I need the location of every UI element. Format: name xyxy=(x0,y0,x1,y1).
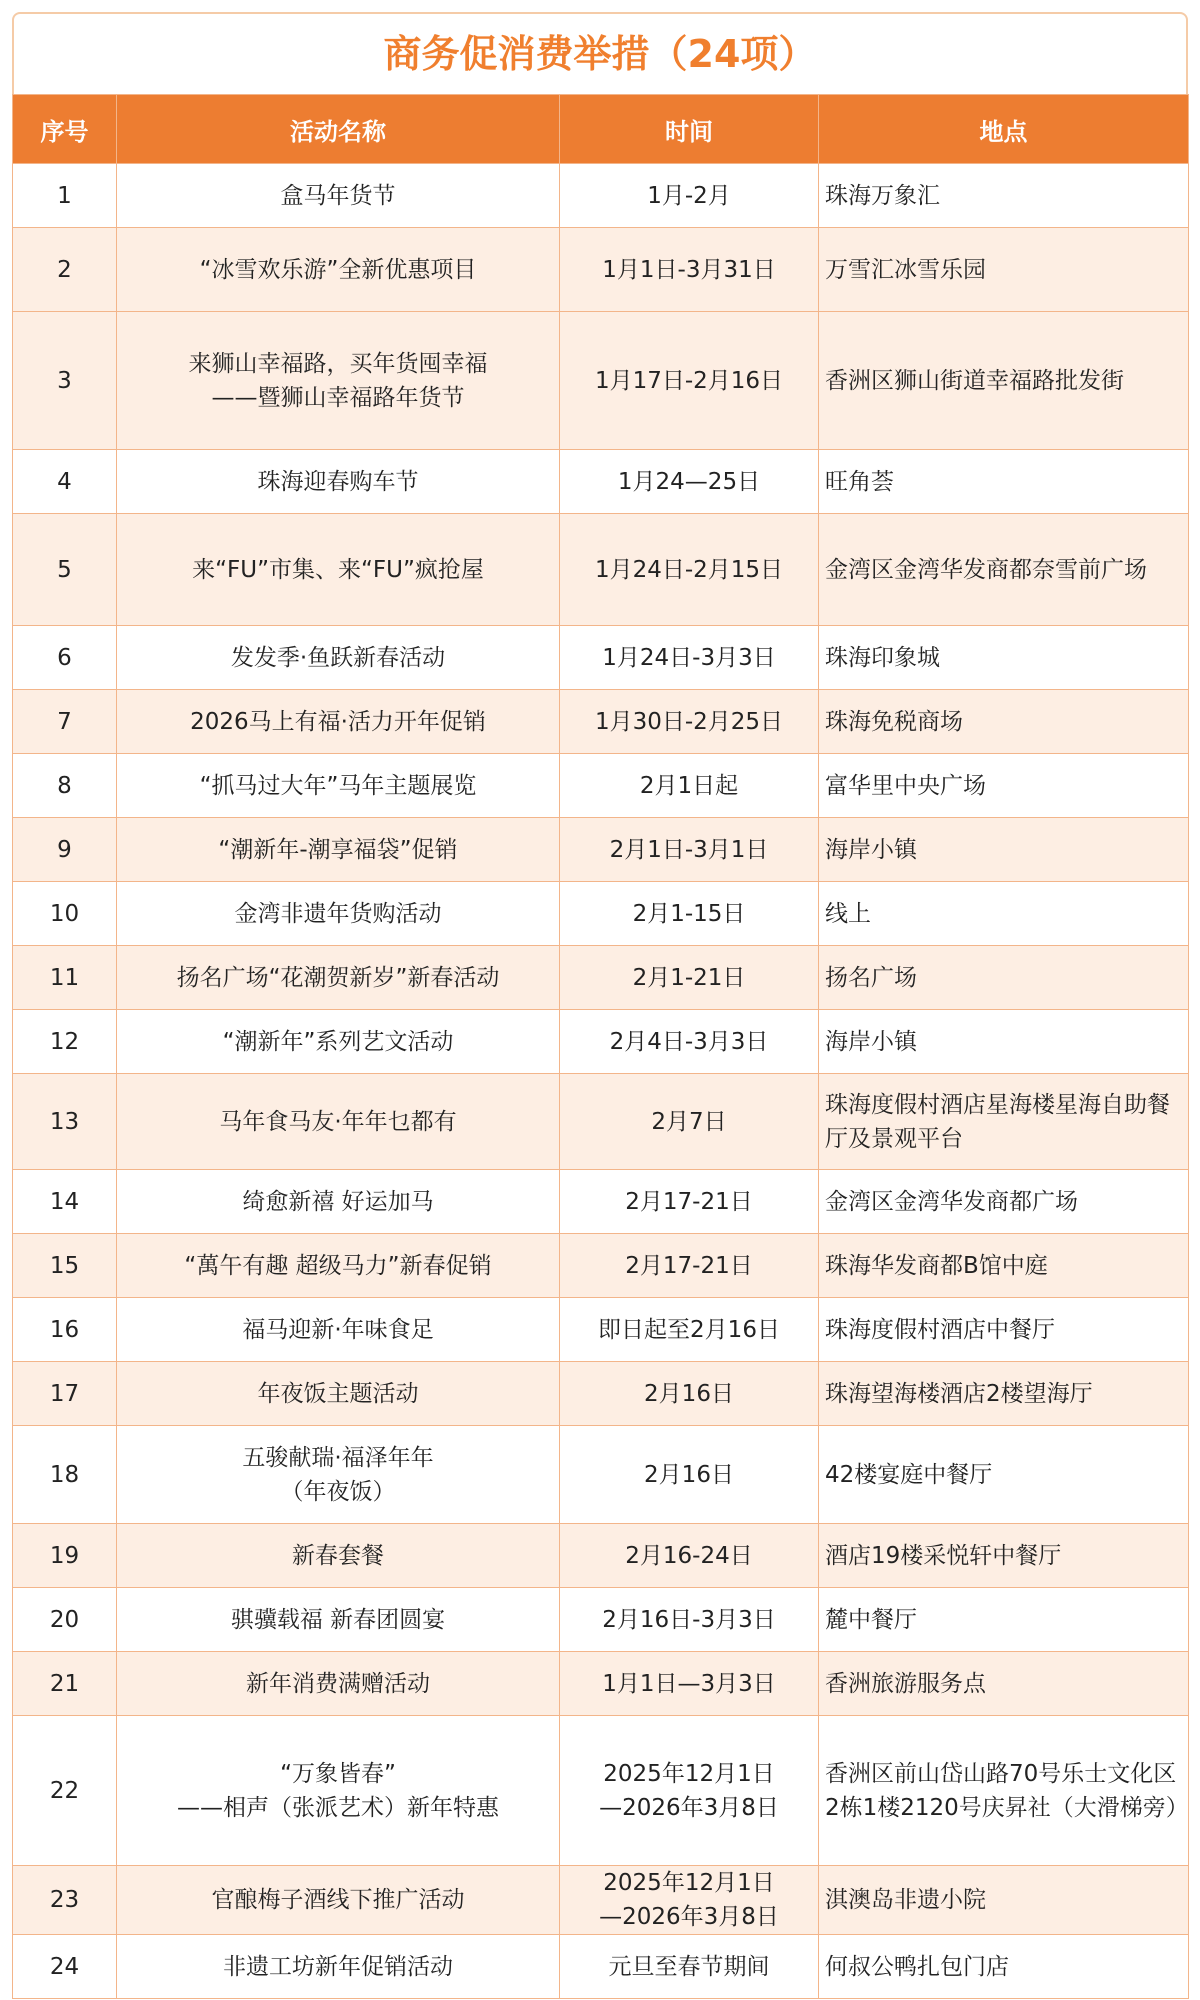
cell-place: 香洲区狮山街道幸福路批发街 xyxy=(819,312,1189,450)
cell-time xyxy=(560,1866,819,1935)
cell-time xyxy=(560,1298,819,1362)
table-row xyxy=(13,690,1189,754)
cell-activity-name xyxy=(117,690,560,754)
table-row xyxy=(13,1588,1189,1652)
cell-place: 珠海万象汇 xyxy=(819,164,1189,228)
cell-no: 23 xyxy=(13,1866,117,1935)
activity-name-line1: “冰雪欢乐游”全新优惠项目 xyxy=(199,256,477,283)
activity-name-line2: （年夜饭） xyxy=(280,1478,396,1505)
activity-name-line1: 五骏献瑞·福泽年年 xyxy=(242,1444,434,1471)
cell-time xyxy=(560,882,819,946)
cell-place: 酒店19楼采悦轩中餐厅 xyxy=(819,1524,1189,1588)
table-row xyxy=(13,450,1189,514)
table-header-row xyxy=(13,95,1189,164)
cell-time xyxy=(560,1588,819,1652)
cell-activity-name xyxy=(117,312,560,450)
cell-activity-name xyxy=(117,1588,560,1652)
time-line1: 2月7日 xyxy=(651,1108,727,1135)
cell-no: 14 xyxy=(13,1170,117,1234)
table-row xyxy=(13,1866,1189,1935)
cell-no: 22 xyxy=(13,1716,117,1866)
table-row xyxy=(13,1935,1189,1999)
table-row xyxy=(13,1362,1189,1426)
time-line1: 2月4日-3月3日 xyxy=(609,1028,769,1055)
time-line1: 2月1日-3月1日 xyxy=(609,836,769,863)
table-row xyxy=(13,818,1189,882)
cell-place: 金湾区金湾华发商都广场 xyxy=(819,1170,1189,1234)
activity-name-line1: 新年消费满赠活动 xyxy=(246,1670,430,1697)
activity-name-line1: 新春套餐 xyxy=(292,1542,384,1569)
cell-time xyxy=(560,1362,819,1426)
table-row xyxy=(13,164,1189,228)
activity-name-line1: 扬名广场“花潮贺新岁”新春活动 xyxy=(176,964,500,991)
time-line1: 2月16日 xyxy=(644,1380,734,1407)
cell-activity-name xyxy=(117,164,560,228)
cell-time xyxy=(560,1010,819,1074)
cell-time xyxy=(560,450,819,514)
cell-place: 海岸小镇 xyxy=(819,818,1189,882)
cell-activity-name xyxy=(117,1234,560,1298)
cell-time xyxy=(560,1716,819,1866)
table-row xyxy=(13,1652,1189,1716)
cell-time xyxy=(560,946,819,1010)
table-body xyxy=(13,164,1189,1999)
cell-place: 海岸小镇 xyxy=(819,1010,1189,1074)
cell-place: 42楼宴庭中餐厅 xyxy=(819,1426,1189,1524)
cell-time xyxy=(560,514,819,626)
cell-no: 12 xyxy=(13,1010,117,1074)
cell-place: 珠海免税商场 xyxy=(819,690,1189,754)
table-row xyxy=(13,1010,1189,1074)
time-line1: 元旦至春节期间 xyxy=(608,1953,770,1980)
cell-time xyxy=(560,818,819,882)
time-line1: 1月17日-2月16日 xyxy=(594,367,784,394)
time-line1: 1月24日-3月3日 xyxy=(602,644,776,671)
cell-time xyxy=(560,754,819,818)
cell-activity-name xyxy=(117,450,560,514)
cell-activity-name xyxy=(117,228,560,312)
table-row xyxy=(13,1716,1189,1866)
activity-name-line2: ——暨狮山幸福路年货节 xyxy=(211,384,465,411)
cell-no: 20 xyxy=(13,1588,117,1652)
cell-activity-name xyxy=(117,1524,560,1588)
cell-no: 19 xyxy=(13,1524,117,1588)
cell-time xyxy=(560,1074,819,1170)
cell-no: 16 xyxy=(13,1298,117,1362)
activity-name-line1: 非遗工坊新年促销活动 xyxy=(223,1953,453,1980)
activity-name-line1: 盒马年货节 xyxy=(280,182,396,209)
time-line1: 2月1日起 xyxy=(639,772,739,799)
time-line1: 2月16日 xyxy=(644,1461,734,1488)
cell-place: 珠海印象城 xyxy=(819,626,1189,690)
cell-time xyxy=(560,164,819,228)
cell-activity-name xyxy=(117,1298,560,1362)
activity-name-line1: 来狮山幸福路，买年货囤幸福 xyxy=(188,350,488,377)
measures-table xyxy=(12,94,1189,1999)
cell-activity-name xyxy=(117,1010,560,1074)
time-line1: 2月16日-3月3日 xyxy=(602,1606,776,1633)
activity-name-line1: 马年食马友·年年乜都有 xyxy=(219,1108,457,1135)
activity-name-line1: 金湾非遗年货购活动 xyxy=(234,900,442,927)
time-line2: —2026年3月8日 xyxy=(599,1904,779,1930)
cell-place: 香洲旅游服务点 xyxy=(819,1652,1189,1716)
cell-no: 17 xyxy=(13,1362,117,1426)
header-no: 序号 xyxy=(13,95,117,164)
table-row xyxy=(13,754,1189,818)
cell-activity-name xyxy=(117,1866,560,1935)
cell-activity-name xyxy=(117,946,560,1010)
activity-name-line1: 骐骥载福 新春团圆宴 xyxy=(230,1606,446,1633)
cell-place: 何叔公鸭扎包门店 xyxy=(819,1935,1189,1999)
table-row xyxy=(13,1234,1189,1298)
cell-no: 6 xyxy=(13,626,117,690)
activity-name-line1: 绮愈新禧 好运加马 xyxy=(242,1188,434,1215)
time-line1: 即日起至2月16日 xyxy=(598,1316,780,1343)
cell-time xyxy=(560,626,819,690)
time-line1: 1月-2月 xyxy=(647,182,731,209)
cell-time xyxy=(560,1426,819,1524)
cell-time xyxy=(560,1652,819,1716)
cell-no: 7 xyxy=(13,690,117,754)
cell-activity-name xyxy=(117,882,560,946)
cell-time xyxy=(560,1170,819,1234)
cell-time xyxy=(560,228,819,312)
time-line1: 1月24—25日 xyxy=(617,468,761,495)
cell-no: 10 xyxy=(13,882,117,946)
cell-no: 11 xyxy=(13,946,117,1010)
cell-no: 4 xyxy=(13,450,117,514)
time-line1: 2月1-21日 xyxy=(632,964,746,991)
cell-place: 旺角荟 xyxy=(819,450,1189,514)
cell-activity-name xyxy=(117,1426,560,1524)
cell-activity-name xyxy=(117,626,560,690)
cell-place: 淇澳岛非遗小院 xyxy=(819,1866,1189,1935)
cell-no: 13 xyxy=(13,1074,117,1170)
activity-name-line1: 官酿梅子酒线下推广活动 xyxy=(211,1887,465,1913)
table-row xyxy=(13,228,1189,312)
cell-activity-name xyxy=(117,818,560,882)
activity-name-line1: 福马迎新·年味食足 xyxy=(242,1316,434,1343)
cell-place: 富华里中央广场 xyxy=(819,754,1189,818)
cell-no: 18 xyxy=(13,1426,117,1524)
activity-name-line2: ——相声（张派艺术）新年特惠 xyxy=(177,1794,499,1821)
cell-activity-name xyxy=(117,1362,560,1426)
cell-no: 15 xyxy=(13,1234,117,1298)
activity-name-line1: “潮新年-潮享福袋”促销 xyxy=(218,836,458,863)
cell-no: 24 xyxy=(13,1935,117,1999)
cell-time xyxy=(560,1524,819,1588)
header-time: 时间 xyxy=(560,95,819,164)
time-line1: 2月1-15日 xyxy=(632,900,746,927)
table-row xyxy=(13,1426,1189,1524)
cell-activity-name xyxy=(117,754,560,818)
time-line1: 2025年12月1日 xyxy=(603,1760,775,1787)
cell-no: 2 xyxy=(13,228,117,312)
cell-activity-name xyxy=(117,1652,560,1716)
table-row xyxy=(13,514,1189,626)
cell-place: 珠海度假村酒店中餐厅 xyxy=(819,1298,1189,1362)
cell-place: 珠海望海楼酒店2楼望海厅 xyxy=(819,1362,1189,1426)
activity-name-line1: “抓马过大年”马年主题展览 xyxy=(199,772,477,799)
cell-time xyxy=(560,690,819,754)
table-row xyxy=(13,946,1189,1010)
activity-name-line1: 2026马上有福·活力开年促销 xyxy=(190,708,486,735)
cell-activity-name xyxy=(117,514,560,626)
activity-name-line1: “潮新年”系列艺文活动 xyxy=(222,1028,454,1055)
cell-activity-name xyxy=(117,1074,560,1170)
cell-no: 21 xyxy=(13,1652,117,1716)
cell-place: 扬名广场 xyxy=(819,946,1189,1010)
cell-place: 金湾区金湾华发商都奈雪前广场 xyxy=(819,514,1189,626)
header-place: 地点 xyxy=(819,95,1189,164)
cell-activity-name xyxy=(117,1716,560,1866)
activity-name-line1: “万象皆春” xyxy=(280,1760,396,1787)
time-line1: 1月1日—3月3日 xyxy=(602,1670,776,1697)
cell-no: 5 xyxy=(13,514,117,626)
time-line1: 2月17-21日 xyxy=(625,1252,753,1279)
table-row xyxy=(13,882,1189,946)
cell-time xyxy=(560,1935,819,1999)
cell-time xyxy=(560,1234,819,1298)
activity-name-line1: 珠海迎春购车节 xyxy=(257,468,419,495)
activity-name-line1: 年夜饭主题活动 xyxy=(257,1380,419,1407)
table-row xyxy=(13,626,1189,690)
time-line1: 1月24日-2月15日 xyxy=(594,556,784,583)
cell-no: 3 xyxy=(13,312,117,450)
cell-no: 1 xyxy=(13,164,117,228)
activity-name-line1: “萬午有趣 超级马力”新春促销 xyxy=(184,1252,492,1279)
cell-no: 8 xyxy=(13,754,117,818)
table-row xyxy=(13,1170,1189,1234)
table-row xyxy=(13,1074,1189,1170)
cell-place: 麓中餐厅 xyxy=(819,1588,1189,1652)
time-line1: 2月17-21日 xyxy=(625,1188,753,1215)
activity-name-line1: 发发季·鱼跃新春活动 xyxy=(230,644,446,671)
cell-activity-name xyxy=(117,1935,560,1999)
table-row xyxy=(13,1298,1189,1362)
time-line2: —2026年3月8日 xyxy=(599,1794,779,1821)
cell-place: 珠海华发商都B馆中庭 xyxy=(819,1234,1189,1298)
activity-name-line1: 来“FU”市集、来“FU”疯抢屋 xyxy=(192,556,484,583)
table-row xyxy=(13,312,1189,450)
time-line1: 2月16-24日 xyxy=(625,1542,753,1569)
cell-time xyxy=(560,312,819,450)
cell-place: 万雪汇冰雪乐园 xyxy=(819,228,1189,312)
time-line1: 1月30日-2月25日 xyxy=(594,708,784,735)
header-activity-name: 活动名称 xyxy=(117,95,560,164)
cell-activity-name xyxy=(117,1170,560,1234)
cell-place: 线上 xyxy=(819,882,1189,946)
cell-no: 9 xyxy=(13,818,117,882)
time-line1: 2025年12月1日 xyxy=(603,1870,775,1896)
time-line1: 1月1日-3月31日 xyxy=(602,256,776,283)
table-row xyxy=(13,1524,1189,1588)
cell-place: 香洲区前山岱山路70号乐士文化区2栋1楼2120号庆昇社（大滑梯旁） xyxy=(819,1716,1189,1866)
page-title: 商务促消费举措（24项） xyxy=(383,32,817,76)
cell-place: 珠海度假村酒店星海楼星海自助餐厅及景观平台 xyxy=(819,1074,1189,1170)
